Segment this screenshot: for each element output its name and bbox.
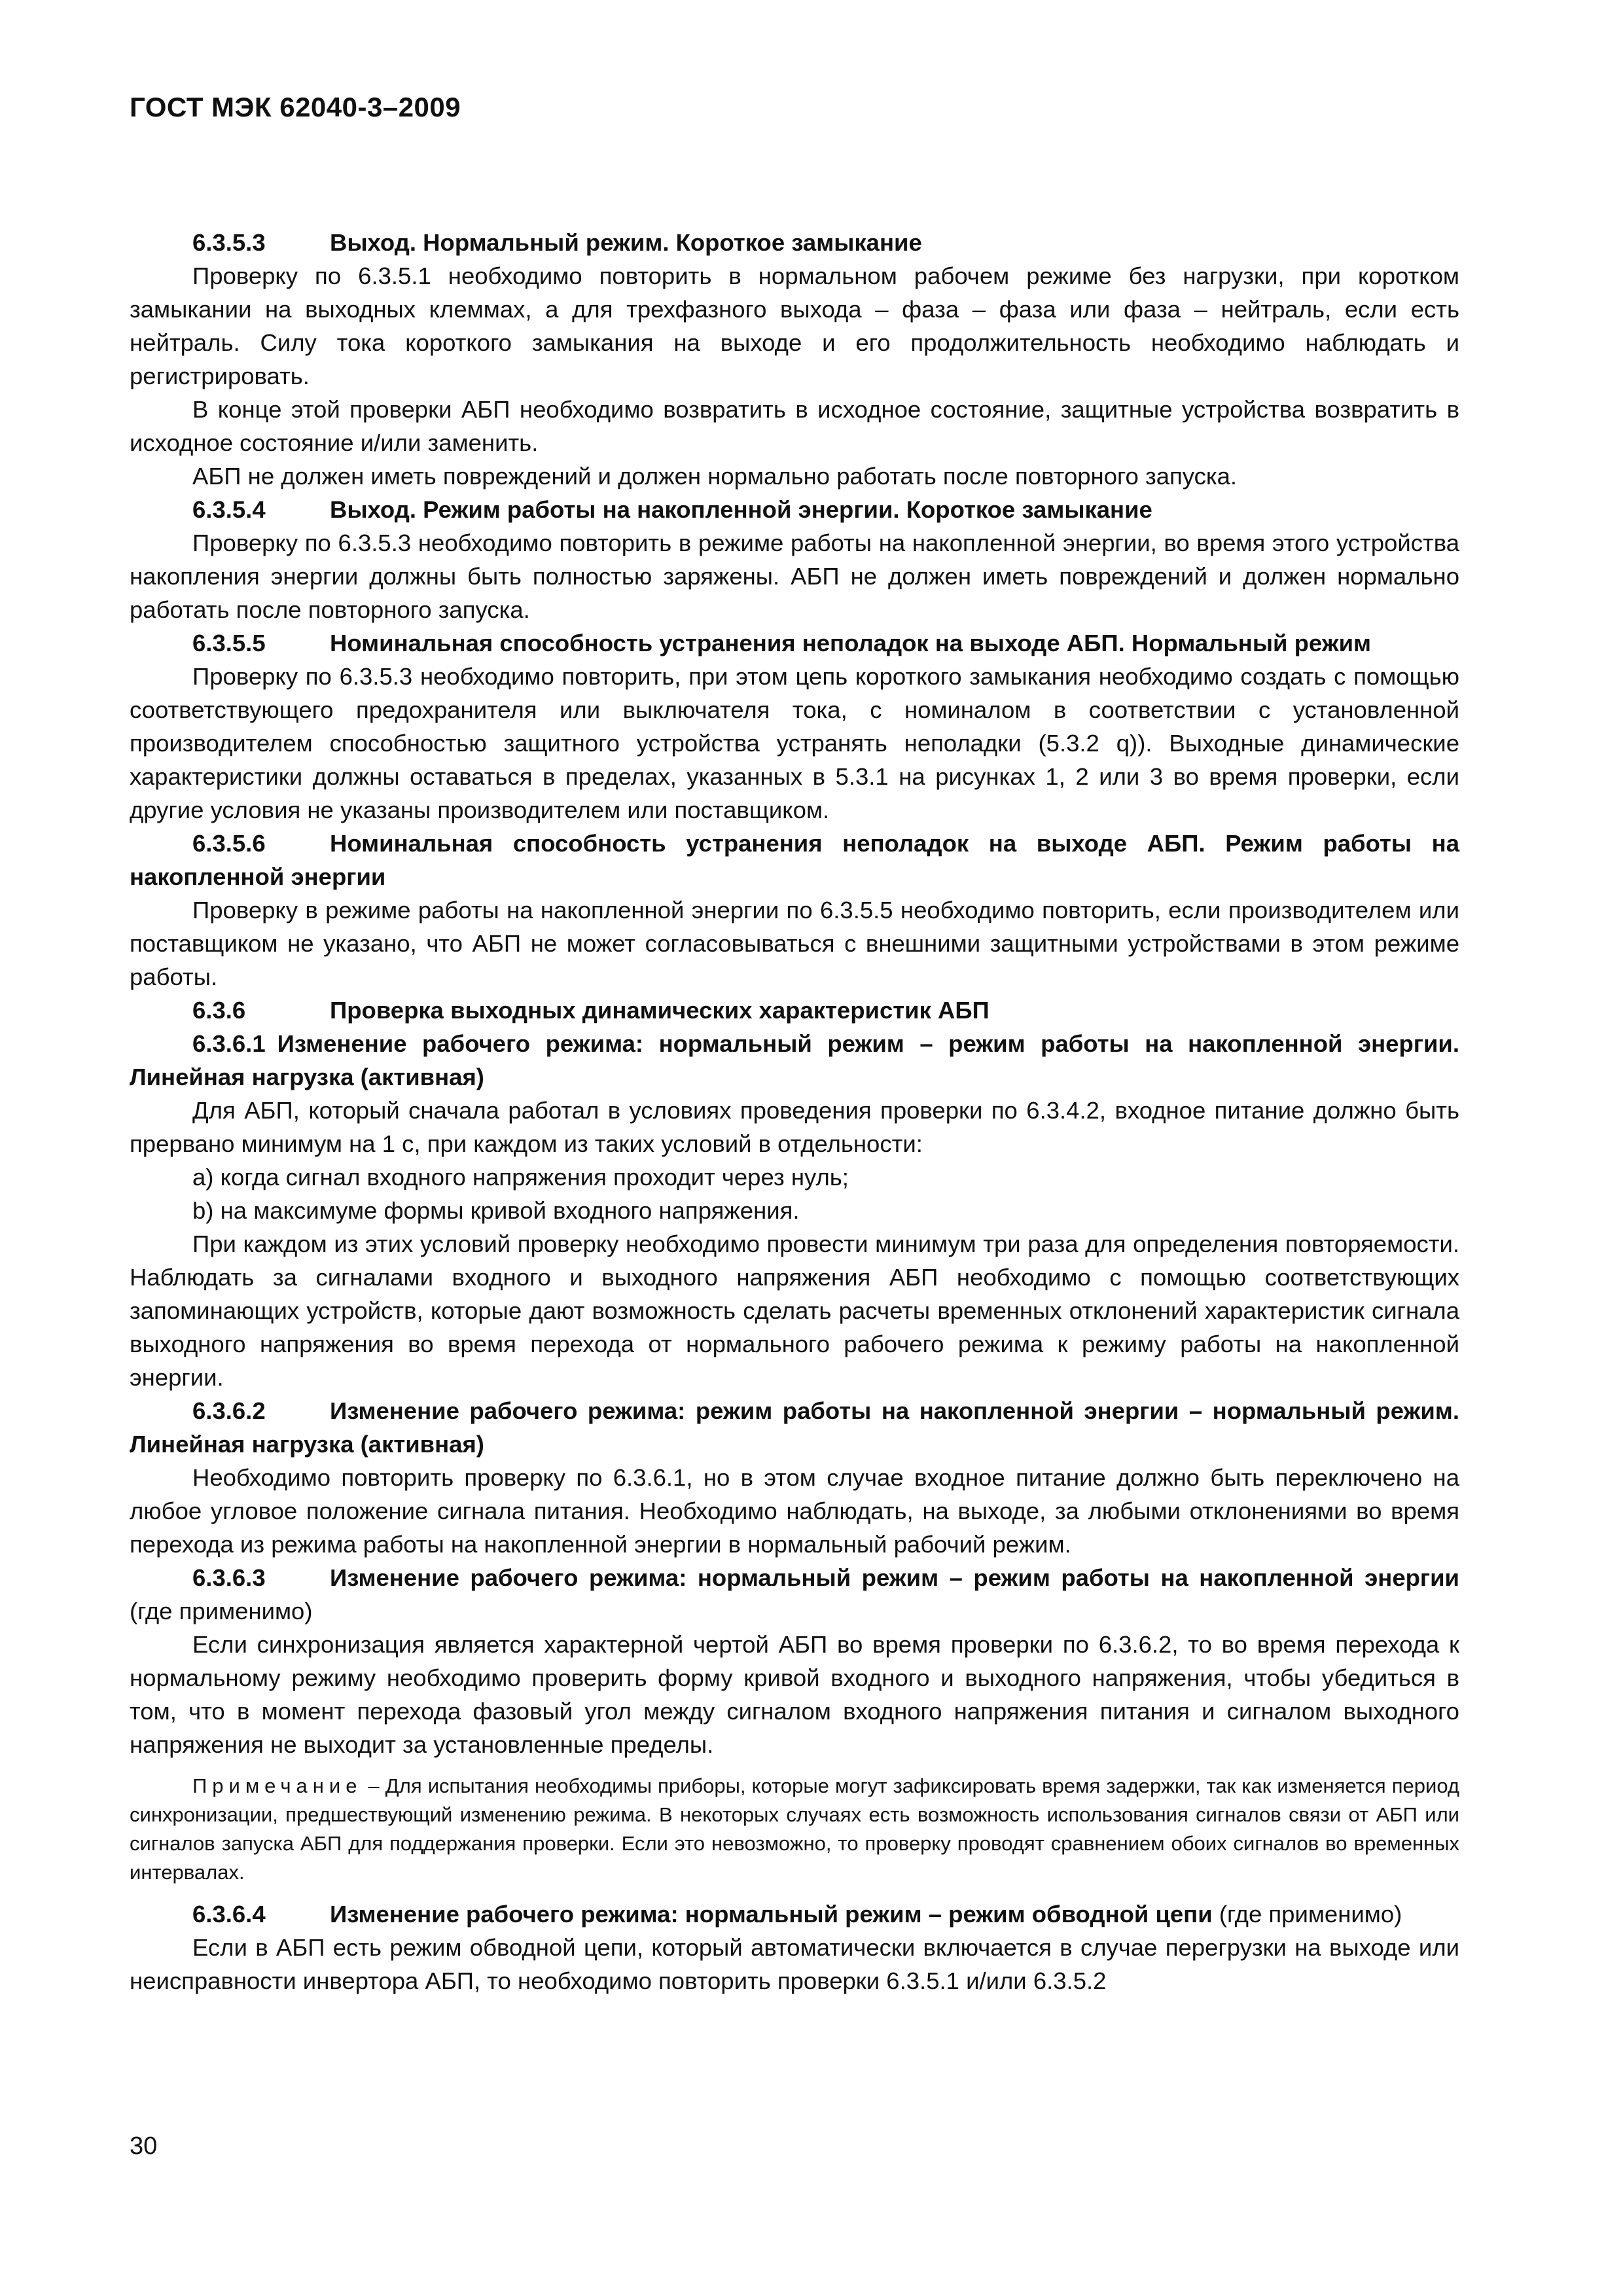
section-title: Изменение рабочего режима: режим работы на накопленной энергии – нормальный режим. Линейная нагрузка (активная) [130, 1397, 1459, 1458]
paragraph: АБП не должен иметь повреждений и должен нормально работать после повторного запуска. [192, 463, 1238, 490]
section-title: Выход. Режим работы на накопленной энергии. Короткое замыкание [330, 496, 1152, 523]
section-heading-6-3-6-4 [130, 1897, 1459, 1931]
paragraph: Проверку по 6.3.5.3 необходимо повторить, при этом цепь короткого замыкания необходимо создать с помощью соответствующего предохранителя или выключателя тока, с номиналом в соответствии с установленной производителем способностью защитного устройства устранять неполадки (5.3.2 q)). Выходные динамические характеристики должны оставаться в пределах, указанных в 5.3.1 на рисунках 1, 2 или 3 во время проверки, если другие условия не указаны производителем или поставщиком. [130, 663, 1459, 823]
section-number: 6.3.6 [192, 997, 246, 1024]
section-number: 6.3.5.3 [192, 229, 266, 256]
section-title: Изменение рабочего режима: нормальный режим – режим работы на накопленной энергии. Линейная нагрузка (активная) [130, 1030, 1459, 1090]
section-title: Выход. Нормальный режим. Короткое замыкание [330, 229, 922, 256]
section-heading-6-3-5-5 [130, 626, 1459, 660]
note [130, 1772, 1459, 1887]
section-title: Номинальная способность устранения неполадок на выходе АБП. Нормальный режим [330, 630, 1372, 656]
section-number: 6.3.5.4 [192, 496, 266, 523]
standard-header: ГОСТ МЭК 62040-3–2009 [130, 92, 461, 122]
paragraph: Проверку по 6.3.5.1 необходимо повторить в нормальном рабочем режиме без нагрузки, при коротком замыкании на выходных клеммах, а для трехфазного выхода – фаза – фаза или фаза – нейтраль, если есть нейтраль. Силу тока короткого замыкания на выходе и его продолжительность необходимо наблюдать и регистрировать. [130, 262, 1459, 389]
section-heading-6-3-6-2 [130, 1394, 1459, 1461]
paragraph: При каждом из этих условий проверку необходимо провести минимум три раза для определения повторяемости. Наблюдать за сигналами входного и выходного напряжения АБП необходимо с помощью соответствующих запоминающих устройств, которые дают возможность сделать расчеты временных отклонений характеристик сигнала выходного напряжения во время перехода от нормального рабочего режима к режиму работы на накопленной энергии. [130, 1230, 1459, 1391]
paragraph: Для АБП, который сначала работал в условиях проведения проверки по 6.3.4.2, входное питание должно быть прервано минимум на 1 с, при каждом из таких условий в отдельности: [130, 1097, 1459, 1157]
paragraph: В конце этой проверки АБП необходимо возвратить в исходное состояние, защитные устройства возвратить в исходное состояние и/или заменить. [130, 396, 1459, 456]
section-heading-6-3-6 [130, 994, 1459, 1027]
section-heading-6-3-6-1 [130, 1027, 1459, 1094]
section-number: 6.3.5.6 [192, 830, 266, 857]
section-number: 6.3.5.5 [192, 630, 266, 656]
list-item: b) на максимуме формы кривой входного напряжения. [192, 1197, 800, 1224]
paragraph: Необходимо повторить проверку по 6.3.6.1, но в этом случае входное питание должно быть переключено на любое угловое положение сигнала питания. Необходимо наблюдать, на выходе, за любыми отклонениями во время перехода из режима работы на накопленной энергии в нормальный рабочий режим. [130, 1464, 1459, 1558]
paragraph: Если синхронизация является характерной чертой АБП во время проверки по 6.3.6.2, то во время перехода к нормальному режиму необходимо проверить форму кривой входного и выходного напряжения, чтобы убедиться в том, что в момент перехода фазовый угол между сигналом входного напряжения питания и сигналом выходного напряжения не выходит за установленные пределы. [130, 1631, 1459, 1758]
section-number: 6.3.6.4 [192, 1901, 266, 1928]
section-heading-6-3-5-3 [130, 226, 1459, 259]
section-heading-6-3-5-6 [130, 827, 1459, 893]
note-label: Примечание [192, 1774, 363, 1797]
section-number: 6.3.6.2 [192, 1397, 266, 1424]
list-item: a) когда сигнал входного напряжения проходит через нуль; [192, 1164, 849, 1191]
section-number: 6.3.6.3 [192, 1564, 266, 1591]
section-title-tail: (где применимо) [1212, 1901, 1402, 1928]
section-title: Изменение рабочего режима: нормальный режим – режим работы на накопленной энергии [330, 1564, 1459, 1591]
note-text: – Для испытания необходимы приборы, которые могут зафиксировать время задержки, так как изменяется период синхронизации, предшествующий изменению режима. В некоторых случаях есть возможность использования сигналов связи от АБП или сигналов запуска АБП для поддержания проверки. Если это невозможно, то проверку проводят сравнением обоих сигналов во временных интервалах. [130, 1774, 1459, 1884]
section-title: Проверка выходных динамических характеристик АБП [330, 997, 990, 1024]
paragraph: Проверку в режиме работы на накопленной энергии по 6.3.5.5 необходимо повторить, если производителем или поставщиком не указано, что АБП не может согласовываться с внешними защитными устройствами в этом режиме работы. [130, 897, 1459, 990]
section-heading-6-3-6-3 [130, 1561, 1459, 1628]
document-body [130, 226, 1459, 1998]
section-title-tail: (где применимо) [130, 1598, 313, 1624]
page-number: 30 [130, 2132, 158, 2160]
paragraph: Если в АБП есть режим обводной цепи, который автоматически включается в случае перегрузки на выходе или неисправности инвертора АБП, то необходимо повторить проверки 6.3.5.1 и/или 6.3.5.2 [130, 1934, 1459, 1994]
paragraph: Проверку по 6.3.5.3 необходимо повторить в режиме работы на накопленной энергии, во время этого устройства накопления энергии должны быть полностью заряжены. АБП не должен иметь повреждений и должен нормально работать после повторного запуска. [130, 529, 1459, 623]
section-title: Номинальная способность устранения неполадок на выходе АБП. Режим работы на накопленной энергии [130, 830, 1459, 890]
section-number: 6.3.6.1 [192, 1030, 266, 1057]
section-title: Изменение рабочего режима: нормальный режим – режим обводной цепи [330, 1901, 1213, 1928]
section-heading-6-3-5-4 [130, 493, 1459, 526]
